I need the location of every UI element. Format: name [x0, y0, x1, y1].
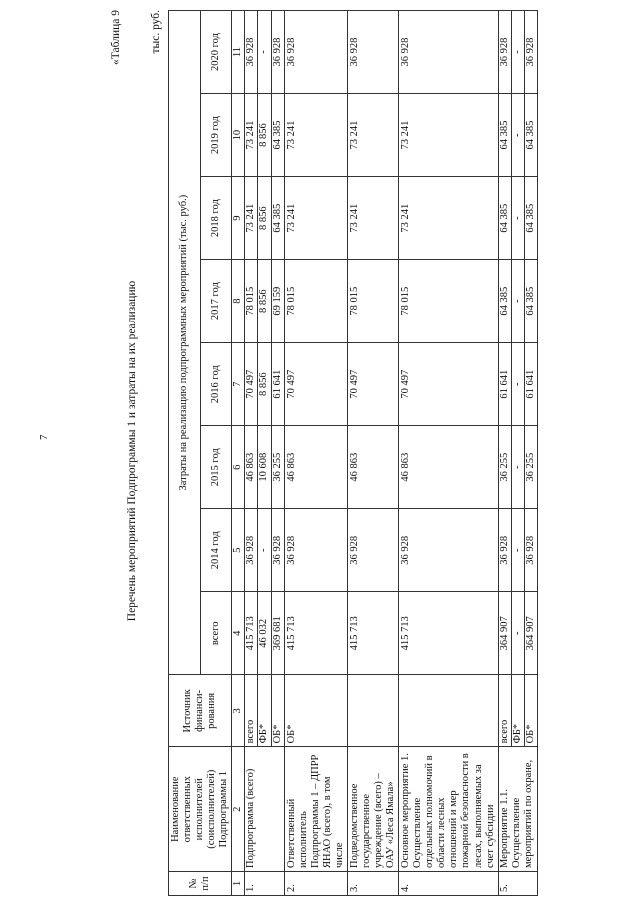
row-number: 1.	[245, 871, 284, 895]
row-source: ФБ*	[511, 675, 524, 747]
row-value: 36 928	[498, 11, 511, 94]
row-value: 78 015	[347, 260, 398, 343]
row-value: 36 928	[524, 509, 537, 592]
row-value: 36 928	[399, 11, 499, 94]
table-row	[284, 11, 347, 896]
table-row	[498, 11, 511, 896]
row-value: -	[258, 11, 271, 94]
column-index: 5	[232, 509, 245, 592]
row-value: 36 928	[271, 11, 284, 94]
table-row	[347, 11, 398, 896]
header-year: 2020 год	[200, 11, 232, 94]
row-value: 36 928	[284, 11, 347, 94]
row-value: 73 241	[245, 94, 258, 177]
row-value: 36 928	[347, 509, 398, 592]
row-value: 61 641	[524, 343, 537, 426]
measures-table	[168, 10, 538, 896]
row-value: 61 641	[271, 343, 284, 426]
row-value: 78 015	[399, 260, 499, 343]
row-value: 73 241	[399, 177, 499, 260]
column-index: 9	[232, 177, 245, 260]
row-number: 3.	[347, 871, 398, 895]
header-costs-group: Затраты на реализацию подпрограммных мероприятий (тыс. руб.)	[169, 11, 201, 675]
row-value: -	[511, 509, 524, 592]
row-value: 70 497	[245, 343, 258, 426]
row-value: 46 863	[347, 426, 398, 509]
row-value: 415 713	[347, 592, 398, 675]
row-source	[347, 675, 398, 747]
column-index: 6	[232, 426, 245, 509]
column-index: 10	[232, 94, 245, 177]
row-value: 78 015	[284, 260, 347, 343]
table-row	[399, 11, 499, 896]
row-value: 415 713	[284, 592, 347, 675]
header-year: 2015 год	[200, 426, 232, 509]
row-value: 73 241	[347, 94, 398, 177]
header-source: Источник финанси-рования	[169, 675, 232, 747]
column-index: 4	[232, 592, 245, 675]
row-value: 8 856	[258, 260, 271, 343]
row-value: 64 385	[498, 177, 511, 260]
table-row	[245, 11, 258, 896]
row-value: 46 032	[258, 592, 271, 675]
row-value: 8 856	[258, 177, 271, 260]
row-value: 36 928	[284, 509, 347, 592]
row-value: 36 928	[524, 11, 537, 94]
row-source: всего	[245, 675, 258, 747]
column-index: 1	[232, 871, 245, 895]
row-value: 73 241	[399, 94, 499, 177]
row-value: 10 608	[258, 426, 271, 509]
row-number: 2.	[284, 871, 347, 895]
header-num: № п/п	[169, 871, 232, 895]
row-value: -	[511, 260, 524, 343]
row-value: 64 385	[524, 177, 537, 260]
row-value: 70 497	[399, 343, 499, 426]
row-name: Мероприятие 1.1. Осуществление мероприятий по охране,	[498, 747, 537, 872]
header-year: 2016 год	[200, 343, 232, 426]
row-value: 64 385	[498, 260, 511, 343]
header-year: 2019 год	[200, 94, 232, 177]
column-index: 11	[232, 11, 245, 94]
header-year: 2017 год	[200, 260, 232, 343]
row-name: Подпрограмма (всего)	[245, 747, 284, 872]
row-source: ОБ*	[284, 675, 347, 747]
table-tag: «Таблица 9	[110, 10, 122, 65]
row-value: -	[258, 509, 271, 592]
header-year: 2014 год	[200, 509, 232, 592]
row-value: 36 255	[524, 426, 537, 509]
row-value: 36 928	[498, 509, 511, 592]
row-value: -	[511, 94, 524, 177]
row-value: 73 241	[284, 94, 347, 177]
row-source: ФБ*	[258, 675, 271, 747]
row-value: 46 863	[245, 426, 258, 509]
header-total: всего	[200, 592, 232, 675]
column-index: 2	[232, 747, 245, 872]
page-number: 7	[38, 434, 50, 440]
row-value: 415 713	[399, 592, 499, 675]
row-value: 70 497	[347, 343, 398, 426]
column-index: 7	[232, 343, 245, 426]
document-title: Перечень мероприятий Подпрограммы 1 и затраты на их реализацию	[126, 280, 138, 622]
row-value: 61 641	[498, 343, 511, 426]
row-value: 364 907	[524, 592, 537, 675]
row-value: 36 255	[498, 426, 511, 509]
row-value: 364 907	[498, 592, 511, 675]
row-name: Основное мероприятие 1. Осуществление отдельных полномочий в области лесных отношений и мер пожарной безопасности в лесах, выполняемых за счет субсидии	[399, 747, 499, 872]
row-value: 415 713	[245, 592, 258, 675]
row-name: Подведомственное государственное учреждение (всего) – ОАУ «Леса Ямала»	[347, 747, 398, 872]
column-index: 8	[232, 260, 245, 343]
row-value: 36 928	[399, 509, 499, 592]
row-value: -	[511, 592, 524, 675]
row-source: всего	[498, 675, 511, 747]
row-name: Ответственный исполнитель Подпрограммы 1 – ДПРР ЯНАО (всего), в том числе	[284, 747, 347, 872]
row-value: 69 159	[271, 260, 284, 343]
row-source: ОБ*	[524, 675, 537, 747]
row-value: 8 856	[258, 94, 271, 177]
rotated-page-content	[110, 6, 630, 896]
row-value: 78 015	[245, 260, 258, 343]
column-index: 3	[232, 675, 245, 747]
row-source	[399, 675, 499, 747]
row-value: 36 928	[271, 509, 284, 592]
row-value: 369 681	[271, 592, 284, 675]
row-number: 5.	[498, 871, 537, 895]
units-label: тыс. руб.	[150, 10, 162, 54]
row-source: ОБ*	[271, 675, 284, 747]
row-value: 46 863	[284, 426, 347, 509]
row-value: 64 385	[524, 94, 537, 177]
row-value: 70 497	[284, 343, 347, 426]
row-value: 73 241	[245, 177, 258, 260]
row-value: -	[511, 177, 524, 260]
row-value: 36 928	[245, 11, 258, 94]
row-value: 36 255	[271, 426, 284, 509]
row-value: 64 385	[524, 260, 537, 343]
row-value: 36 928	[347, 11, 398, 94]
row-value: 73 241	[284, 177, 347, 260]
row-value: -	[511, 11, 524, 94]
row-value: 8 856	[258, 343, 271, 426]
table-body	[245, 11, 537, 896]
row-value: -	[511, 343, 524, 426]
column-index-row	[232, 11, 245, 896]
row-number: 4.	[399, 871, 499, 895]
row-value: -	[511, 426, 524, 509]
header-year: 2018 год	[200, 177, 232, 260]
row-value: 64 385	[271, 177, 284, 260]
row-value: 36 928	[245, 509, 258, 592]
row-value: 64 385	[498, 94, 511, 177]
header-name: Наименование ответственных исполнителей (соисполнителей) Подпрограммы 1	[169, 747, 232, 872]
row-value: 73 241	[347, 177, 398, 260]
row-value: 64 385	[271, 94, 284, 177]
row-value: 46 863	[399, 426, 499, 509]
